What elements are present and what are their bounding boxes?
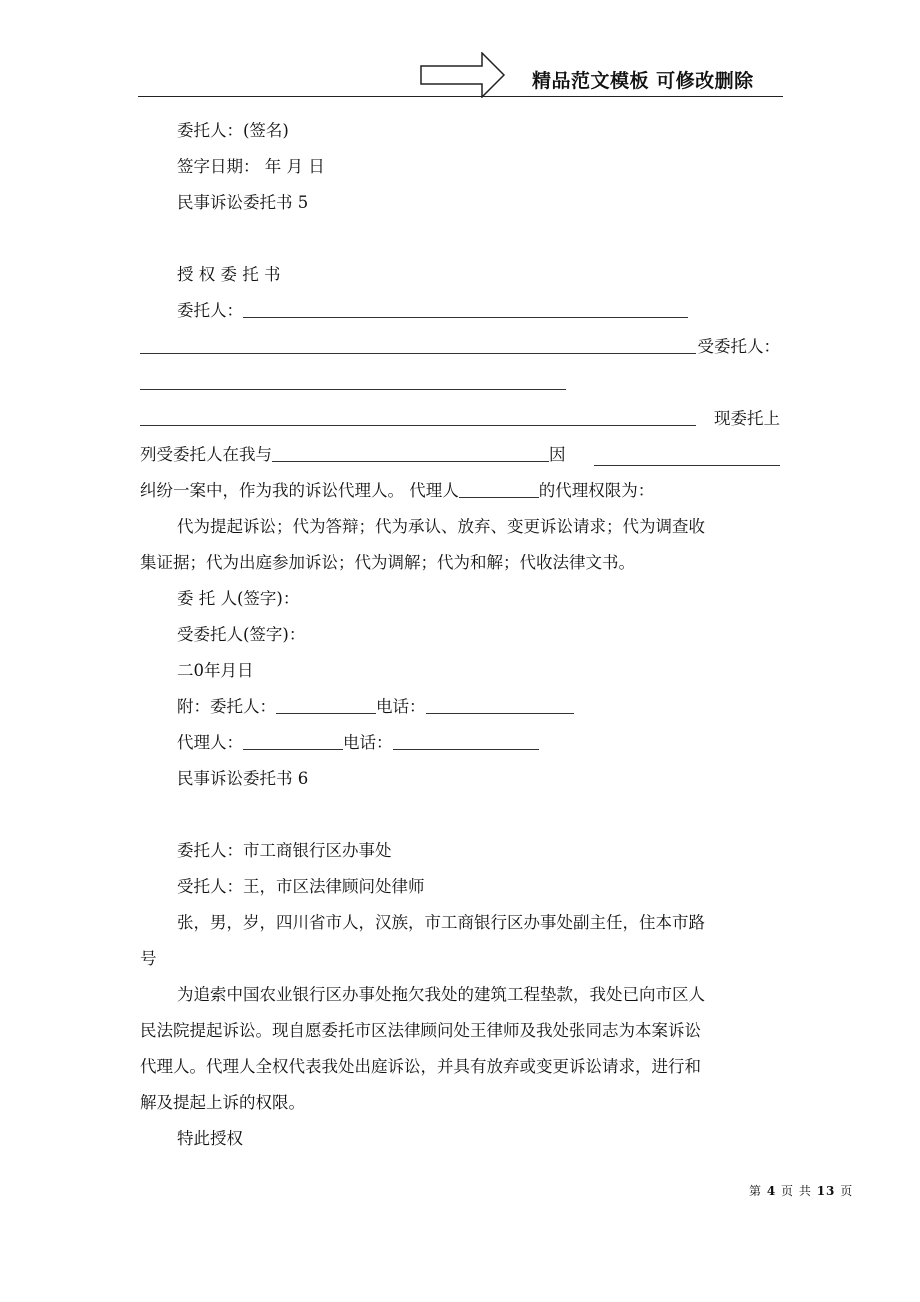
form-line (140, 473, 780, 509)
form-line (140, 329, 780, 365)
document-title: 授 权 委 托 书 (177, 265, 281, 284)
paragraph: 特此授权 (177, 1129, 243, 1148)
paragraph: 受委托人(签字)： (177, 625, 306, 644)
paragraph: 为追索中国农业银行区办事处拖欠我处的建筑工程垫款，我处已向市区人 (177, 985, 705, 1004)
blank-field (426, 693, 574, 714)
section-heading: 民事诉讼委托书 5 (177, 193, 309, 212)
paragraph: 委 托 人(签字)： (177, 589, 300, 608)
footer-mid: 页 共 (781, 1184, 812, 1198)
form-line (140, 293, 780, 329)
form-line (140, 437, 780, 473)
paragraph: 委托人：(签名) (177, 121, 289, 140)
header-title: 精品范文模板 可修改删除 (532, 70, 754, 92)
blank-field (459, 477, 539, 498)
paragraph: 受托人：王，市区法律顾问处律师 (177, 877, 425, 896)
blank-field (393, 729, 539, 750)
header-divider (138, 96, 783, 97)
paragraph: 集证据；代为出庭参加诉讼；代为调解；代为和解；代收法律文书。 (140, 553, 635, 572)
form-line (140, 401, 780, 437)
paragraph: 二0年月日 (177, 661, 254, 680)
label: 的代理权限为： (538, 481, 655, 500)
label: 附：委托人： (177, 697, 276, 716)
paragraph: 代为提起诉讼；代为答辩；代为承认、放弃、变更诉讼请求；代为调查收 (177, 517, 705, 536)
paragraph: 委托人：市工商银行区办事处 (177, 841, 392, 860)
document-body (140, 113, 780, 1157)
label: 列受委托人在我与 (140, 445, 272, 464)
blank-line (140, 797, 780, 833)
blank-field (594, 445, 780, 466)
label: 受委托人： (697, 337, 780, 356)
form-line (140, 689, 780, 725)
footer-prefix: 第 (749, 1184, 763, 1198)
form-line (140, 725, 780, 761)
label: 现委托上 (714, 409, 780, 428)
blank-field (140, 333, 696, 354)
label: 电话： (343, 733, 393, 752)
blank-field (272, 441, 549, 462)
paragraph: 民法院提起诉讼。现自愿委托市区法律顾问处王律师及我处张同志为本案诉讼 (140, 1021, 701, 1040)
label: 代理人： (177, 733, 243, 752)
form-line (140, 365, 780, 401)
label: 电话： (376, 697, 426, 716)
blank-field (243, 297, 688, 318)
paragraph: 张，男，岁，四川省市人，汉族，市工商银行区办事处副主任，住本市路 (177, 913, 705, 932)
paragraph: 签字日期： 年 月 日 (177, 157, 325, 176)
blank-field (140, 405, 696, 426)
label: 纠纷一案中，作为我的诉讼代理人。 代理人 (140, 481, 459, 500)
page-number (749, 1182, 853, 1199)
footer-suffix: 页 (840, 1184, 854, 1198)
paragraph: 号 (140, 949, 157, 968)
label: 委托人： (177, 301, 243, 320)
blank-field (243, 729, 343, 750)
arrow-right-icon (420, 52, 506, 98)
section-heading: 民事诉讼委托书 6 (177, 769, 309, 788)
label: 因 (549, 445, 566, 464)
paragraph: 解及提起上诉的权限。 (140, 1093, 305, 1112)
blank-line (140, 221, 780, 257)
paragraph: 代理人。代理人全权代表我处出庭诉讼，并具有放弃或变更诉讼请求，进行和 (140, 1057, 701, 1076)
blank-field (140, 369, 566, 390)
total-pages: 13 (816, 1184, 836, 1198)
blank-field (276, 693, 376, 714)
current-page: 4 (766, 1184, 777, 1198)
